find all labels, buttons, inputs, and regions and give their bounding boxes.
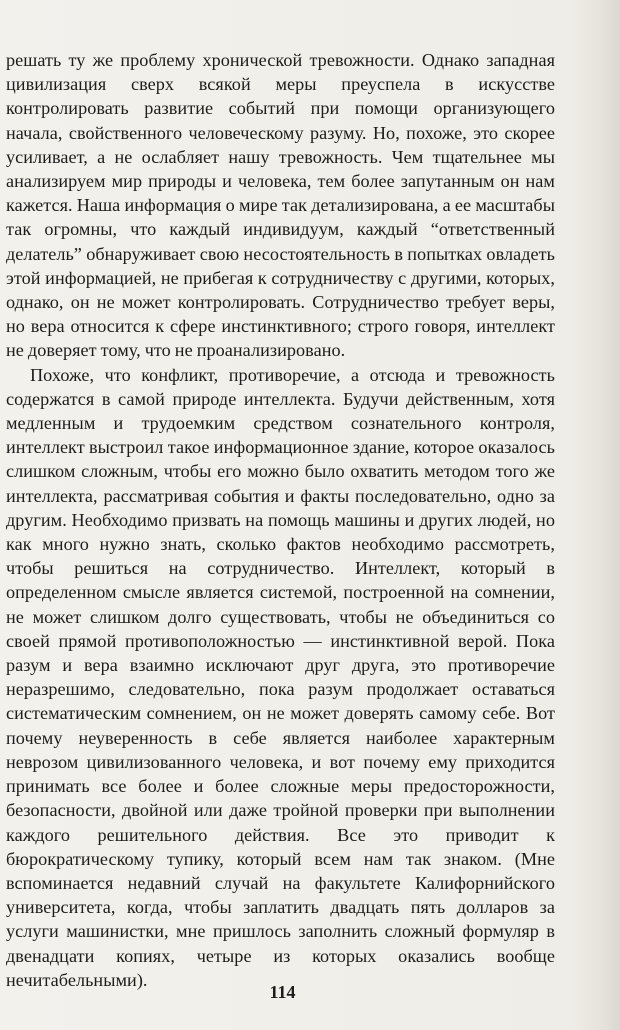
body-text bbox=[6, 48, 555, 992]
paragraph-1: решать ту же проблему хронической тревожности. Однако западная цивилизация сверх всякой меры преуспела в искусстве контролировать развитие событий при помощи организующего начала, свойственного человеческому разуму. Но, похоже, это скорее усиливает, а не ослабляет нашу тревожность. Чем тщательнее мы анализируем мир природы и человека, тем более запутанным он нам кажется. Наша информация о мире так детализирована, а ее масштабы так огромны, что каждый индивидуум, каждый “ответственный делатель” обнаруживает свою несостоятельность в попытках овладеть этой информацией, не прибегая к сотрудничеству с другими, которых, однако, он не может контролировать. Сотрудничество требует веры, но вера относится к сфере инстинктивного; строго говоря, интеллект не доверяет тому, что не проанализировано. bbox=[6, 50, 555, 361]
paragraph-2: Похоже, что конфликт, противоречие, а отсюда и тревожность содержатся в самой природе интеллекта. Будучи действенным, хотя медленным и трудоемким средством сознательного контроля, интеллект выстроил такое информационное здание, которое оказалось слишком сложным, чтобы его можно было охватить методом того же интеллекта, рассматривая события и факты последовательно, одно за другим. Необходимо призвать на помощь машины и других людей, но как много нужно знать, сколько фактов необходимо рассмотреть, чтобы решиться на сотрудничество. Интеллект, который в определенном смысле является системой, построенной на сомнении, не может слишком долго существовать, чтобы не объединиться со своей прямой противоположностью — инстинктивной верой. Пока разум и вера взаимно исключают друг друга, это противоречие неразрешимо, следовательно, пока разум продолжает оставаться систематическим сомнением, он не может доверять самому себе. Вот почему неуверенность в себе является наиболее характерным неврозом цивилизованного человека, и вот почему ему приходится принимать все более и более сложные меры предосторожности, безопасности, двойной или даже тройной проверки при выполнении каждого решительного действия. Все это приводит к бюрократическому тупику, который всем нам так знаком. (Мне вспоминается недавний случай на факультете Калифорнийского университета, когда, чтобы заплатить двадцать пять долларов за услуги машинистки, мне пришлось заполнить сложный формуляр в двенадцати копиях, четыре из которых оказались вообще нечитабельными). bbox=[6, 364, 555, 990]
page-number: 114 bbox=[269, 982, 296, 1002]
